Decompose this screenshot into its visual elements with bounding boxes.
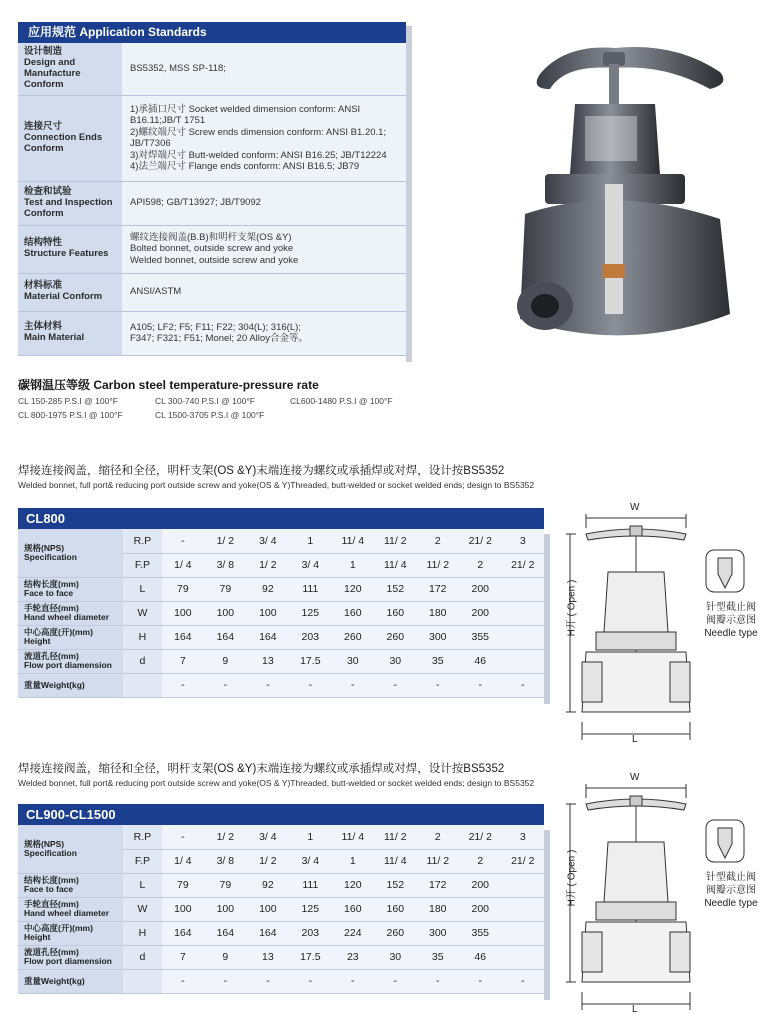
table-cell: - xyxy=(459,673,501,697)
table-cell: 2 xyxy=(417,529,459,553)
standards-value: 螺纹连接阀盖(B.B)和明杆支架(OS &Y) Bolted bonnet, outside screw and yoke Welded bonnet, outside screw and yoke xyxy=(122,225,406,273)
table-row xyxy=(18,649,544,673)
fp-label: F.P xyxy=(123,849,161,873)
table-cell: 21/ 2 xyxy=(459,529,501,553)
standards-label xyxy=(18,273,122,311)
table-cell: 200 xyxy=(459,601,501,625)
table-cell: 120 xyxy=(332,873,374,897)
row-label-cn: 手轮直径(mm) xyxy=(24,899,79,910)
dimension-table xyxy=(18,529,544,698)
table-cell: 172 xyxy=(417,873,459,897)
length-label: L xyxy=(632,1004,638,1014)
table-cell xyxy=(502,945,545,969)
spec-label xyxy=(18,529,123,577)
table-row xyxy=(18,601,544,625)
row-symbol: L xyxy=(123,577,161,601)
fp-label: F.P xyxy=(123,553,161,577)
pressure-item: CL 300-740 P.S.I @ 100°F xyxy=(155,396,255,406)
valve-drawing xyxy=(556,502,766,752)
row-label-cn: 结构长度(mm) xyxy=(24,579,79,590)
intro-en: Welded bonnet, full port& reducing port outside screw and yoke(OS & Y)Threaded, butt-welded or socket welded ends; design to BS5352 xyxy=(18,778,535,788)
row-label-cn: 中心高度(开)(mm) xyxy=(24,923,93,934)
row-symbol xyxy=(123,673,161,697)
panel-shadow xyxy=(406,26,412,362)
table-cell: 260 xyxy=(374,921,416,945)
table-cell: - xyxy=(204,969,246,993)
width-label: W xyxy=(630,502,640,513)
table-cell: - xyxy=(417,969,459,993)
table-cell xyxy=(502,921,545,945)
table-cell: 30 xyxy=(374,649,416,673)
table-cell: 100 xyxy=(162,601,204,625)
cl800-table-block xyxy=(18,508,544,698)
table-cell: 3 xyxy=(502,529,545,553)
cl900-1500-table-block xyxy=(18,804,544,994)
table-cell: 100 xyxy=(247,601,289,625)
table-cell: 11/ 4 xyxy=(374,553,416,577)
table-cell: 46 xyxy=(459,945,501,969)
table-cell: - xyxy=(417,673,459,697)
row-label-en: Height xyxy=(24,932,51,942)
standards-label-en: Connection Ends Conform xyxy=(24,131,103,154)
rp-label: R.P xyxy=(123,529,161,553)
table-cell: - xyxy=(289,673,331,697)
standards-label xyxy=(18,43,122,95)
row-label-cn: 手轮直径(mm) xyxy=(24,603,79,614)
table-cell: 200 xyxy=(459,577,501,601)
table-cell: 200 xyxy=(459,873,501,897)
table-cell: 79 xyxy=(162,873,204,897)
table-cell: 355 xyxy=(459,625,501,649)
table-row xyxy=(18,529,544,553)
table-cell xyxy=(502,625,545,649)
table-cell: 164 xyxy=(247,625,289,649)
standards-label-en: Design and Manufacture Conform xyxy=(24,56,81,90)
valve-drawing xyxy=(556,772,766,1014)
table-cell: 100 xyxy=(247,897,289,921)
caption-cn-2: 阀瓣示意图 xyxy=(706,885,756,896)
pressure-item: CL600-1480 P.S.I @ 100°F xyxy=(290,396,393,406)
table-cell: 164 xyxy=(204,625,246,649)
standards-label xyxy=(18,95,122,181)
table-cell: - xyxy=(502,969,545,993)
table-cell: 3/ 4 xyxy=(247,825,289,849)
table-cell xyxy=(502,873,545,897)
table-cell: 125 xyxy=(289,897,331,921)
table-cell: - xyxy=(374,969,416,993)
table-cell xyxy=(502,649,545,673)
spec-label xyxy=(18,825,123,873)
standards-value: API598; GB/T13927; JB/T9092 xyxy=(122,181,406,225)
table-cell: 11/ 2 xyxy=(374,825,416,849)
table-cell: 355 xyxy=(459,921,501,945)
table-cell: 35 xyxy=(417,649,459,673)
caption-cn-1: 针型截止阀 xyxy=(706,602,756,613)
standards-label-cn: 结构特性 xyxy=(24,237,63,249)
intro-en: Welded bonnet, full port& reducing port outside screw and yoke(OS & Y)Threaded, butt-welded or socket welded ends; design to BS5352 xyxy=(18,480,535,490)
row-label-en: Flow port diamension xyxy=(24,660,112,670)
table-cell: - xyxy=(162,969,204,993)
table-cell: - xyxy=(289,969,331,993)
table-cell: 180 xyxy=(417,601,459,625)
table-cell: 164 xyxy=(247,921,289,945)
height-label: H开 ( Open ) xyxy=(566,579,578,637)
row-label xyxy=(18,649,123,673)
table-cell: 260 xyxy=(332,625,374,649)
table-cell: 46 xyxy=(459,649,501,673)
row-symbol: L xyxy=(123,873,161,897)
spec-label-en: Specification xyxy=(24,551,77,562)
standards-value: A105; LF2; F5; F11; F22; 304(L); 316(L); F347; F321; F51; Monel; 20 Alloy合金等。 xyxy=(122,311,406,355)
table-cell: 1/ 2 xyxy=(204,825,246,849)
row-symbol: d xyxy=(123,945,161,969)
spec-label-en: Specification xyxy=(24,847,77,858)
row-label-cn: 中心高度(开)(mm) xyxy=(24,627,93,638)
table-cell xyxy=(502,601,545,625)
table-cell: 21/ 2 xyxy=(459,825,501,849)
table-cell: 160 xyxy=(374,897,416,921)
table-cell: 1/ 4 xyxy=(162,553,204,577)
table-cell: 17.5 xyxy=(289,945,331,969)
table-shadow xyxy=(544,830,550,1000)
table-cell: 1/ 4 xyxy=(162,849,204,873)
spec-label-cn: 规格(NPS) xyxy=(24,838,65,849)
table-cell: 160 xyxy=(332,601,374,625)
standards-label-cn: 主体材料 xyxy=(24,321,63,333)
rp-label: R.P xyxy=(123,825,161,849)
table-cell: 1 xyxy=(332,553,374,577)
table-cell: - xyxy=(459,969,501,993)
table-row xyxy=(18,921,544,945)
row-label-en: Height xyxy=(24,636,51,646)
row-label xyxy=(18,897,123,921)
row-label-en: Hand wheel diameter xyxy=(24,612,110,622)
row-label-cn: 结构长度(mm) xyxy=(24,875,79,886)
table-cell: 203 xyxy=(289,921,331,945)
table-cell: - xyxy=(204,673,246,697)
table-cell: - xyxy=(332,969,374,993)
table-title: CL800 xyxy=(18,508,544,529)
table-cell: 300 xyxy=(417,921,459,945)
row-symbol xyxy=(123,969,161,993)
pressure-item: CL 800-1975 P.S.I @ 100°F xyxy=(18,410,123,420)
table-cell: 21/ 2 xyxy=(502,553,545,577)
section-intro xyxy=(18,462,548,491)
table-cell: - xyxy=(162,673,204,697)
pressure-item: CL 150-285 P.S.I @ 100°F xyxy=(18,396,118,406)
standards-label-cn: 连接尺寸 xyxy=(24,120,63,132)
table-cell: 125 xyxy=(289,601,331,625)
table-cell: 11/ 2 xyxy=(417,849,459,873)
table-cell: 7 xyxy=(162,649,204,673)
standards-table xyxy=(18,43,406,356)
row-label xyxy=(18,577,123,601)
standards-row xyxy=(18,311,406,355)
table-cell: 164 xyxy=(162,921,204,945)
table-cell: 2 xyxy=(459,849,501,873)
row-label xyxy=(18,921,123,945)
standards-row xyxy=(18,95,406,181)
table-cell: 11/ 2 xyxy=(417,553,459,577)
pressure-title: 碳钢温压等级 Carbon steel temperature-pressure rate xyxy=(18,378,319,392)
row-symbol: W xyxy=(123,601,161,625)
table-cell: 200 xyxy=(459,897,501,921)
table-cell: 260 xyxy=(374,625,416,649)
row-label-cn: 重量Weight(kg) xyxy=(24,679,85,690)
row-label-en: Flow port diamension xyxy=(24,956,112,966)
standards-row xyxy=(18,181,406,225)
table-cell: 111 xyxy=(289,577,331,601)
table-cell xyxy=(502,897,545,921)
section-intro xyxy=(18,760,548,789)
standards-value: BS5352, MSS SP-118; xyxy=(122,43,406,95)
row-symbol: d xyxy=(123,649,161,673)
standards-value: ANSI/ASTM xyxy=(122,273,406,311)
table-cell: 11/ 4 xyxy=(332,825,374,849)
table-row xyxy=(18,673,544,697)
standards-title: 应用规范 Application Standards xyxy=(18,22,406,43)
width-label: W xyxy=(630,772,640,783)
table-cell: 100 xyxy=(204,897,246,921)
table-row xyxy=(18,873,544,897)
table-row xyxy=(18,577,544,601)
standards-label-cn: 材料标准 xyxy=(24,280,63,292)
table-row xyxy=(18,625,544,649)
application-standards-panel xyxy=(18,22,406,356)
table-cell: 3/ 4 xyxy=(289,849,331,873)
row-symbol: H xyxy=(123,625,161,649)
caption-cn-1: 针型截止阀 xyxy=(706,872,756,883)
row-label xyxy=(18,625,123,649)
row-symbol: H xyxy=(123,921,161,945)
caption-en: Needle type xyxy=(704,628,758,639)
table-cell: 1 xyxy=(332,849,374,873)
standards-label-en: Material Conform xyxy=(24,291,103,303)
standards-row xyxy=(18,225,406,273)
table-cell: - xyxy=(162,529,204,553)
table-cell: 164 xyxy=(204,921,246,945)
table-cell: - xyxy=(374,673,416,697)
table-shadow xyxy=(544,534,550,704)
row-label xyxy=(18,969,123,993)
table-cell: 21/ 2 xyxy=(502,849,545,873)
table-cell: 3/ 8 xyxy=(204,553,246,577)
table-cell: - xyxy=(332,673,374,697)
row-label xyxy=(18,945,123,969)
table-cell: 2 xyxy=(459,553,501,577)
table-cell: 1 xyxy=(289,825,331,849)
table-cell: 3/ 4 xyxy=(247,529,289,553)
table-cell: 11/ 4 xyxy=(374,849,416,873)
table-cell xyxy=(502,577,545,601)
table-cell: 79 xyxy=(204,577,246,601)
table-cell: - xyxy=(162,825,204,849)
intro-cn: 焊接连接阀盖，缩径和全径，明杆支架(OS &Y)末端连接为螺纹或承插焊或对焊，设计按BS5352 xyxy=(18,465,505,477)
row-label-en: Face to face xyxy=(24,884,74,894)
table-cell: - xyxy=(247,673,289,697)
table-cell: 3/ 4 xyxy=(289,553,331,577)
table-cell: 180 xyxy=(417,897,459,921)
standards-label xyxy=(18,311,122,355)
table-cell: 13 xyxy=(247,945,289,969)
table-row xyxy=(18,825,544,849)
table-cell: 111 xyxy=(289,873,331,897)
height-label: H开 ( Open ) xyxy=(566,849,578,907)
table-cell: 92 xyxy=(247,577,289,601)
table-cell: - xyxy=(502,673,545,697)
standards-label-cn: 设计制造 xyxy=(24,46,63,57)
standards-label-en: Main Material xyxy=(24,332,85,344)
caption-cn-2: 阀瓣示意图 xyxy=(706,615,756,626)
table-cell: 79 xyxy=(204,873,246,897)
table-cell: 1/ 2 xyxy=(247,553,289,577)
table-cell: 79 xyxy=(162,577,204,601)
table-cell: 23 xyxy=(332,945,374,969)
table-cell: 7 xyxy=(162,945,204,969)
table-cell: 3/ 8 xyxy=(204,849,246,873)
table-cell: 9 xyxy=(204,945,246,969)
table-cell: 35 xyxy=(417,945,459,969)
table-cell: 11/ 2 xyxy=(374,529,416,553)
length-label: L xyxy=(632,734,638,745)
standards-label xyxy=(18,225,122,273)
standards-label-cn: 检查和试验 xyxy=(24,185,72,197)
row-symbol: W xyxy=(123,897,161,921)
table-cell: - xyxy=(247,969,289,993)
intro-cn: 焊接连接阀盖，缩径和全径，明杆支架(OS &Y)末端连接为螺纹或承插焊或对焊，设计按BS5352 xyxy=(18,763,505,775)
row-label-cn: 重量Weight(kg) xyxy=(24,975,85,986)
table-cell: 11/ 4 xyxy=(332,529,374,553)
table-row xyxy=(18,897,544,921)
table-cell: 152 xyxy=(374,577,416,601)
row-label-cn: 流道孔径(mm) xyxy=(24,947,79,958)
pressure-item: CL 1500-3705 P.S.I @ 100°F xyxy=(155,410,265,420)
table-cell: 203 xyxy=(289,625,331,649)
standards-row xyxy=(18,273,406,311)
table-cell: 92 xyxy=(247,873,289,897)
table-row xyxy=(18,945,544,969)
table-cell: 172 xyxy=(417,577,459,601)
table-cell: 164 xyxy=(162,625,204,649)
standards-label xyxy=(18,181,122,225)
valve-photo xyxy=(505,34,755,364)
table-cell: 120 xyxy=(332,577,374,601)
spec-label-cn: 规格(NPS) xyxy=(24,542,65,553)
row-label xyxy=(18,873,123,897)
row-label-en: Hand wheel diameter xyxy=(24,908,110,918)
row-label-en: Face to face xyxy=(24,588,74,598)
table-cell: 160 xyxy=(374,601,416,625)
table-title: CL900-CL1500 xyxy=(18,804,544,825)
caption-en: Needle type xyxy=(704,898,758,909)
table-cell: 1/ 2 xyxy=(247,849,289,873)
table-cell: 30 xyxy=(374,945,416,969)
dimension-table xyxy=(18,825,544,994)
table-cell: 1 xyxy=(289,529,331,553)
table-row xyxy=(18,969,544,993)
table-cell: 160 xyxy=(332,897,374,921)
table-cell: 152 xyxy=(374,873,416,897)
table-cell: 9 xyxy=(204,649,246,673)
table-cell: 30 xyxy=(332,649,374,673)
row-label xyxy=(18,601,123,625)
row-label xyxy=(18,673,123,697)
table-cell: 17.5 xyxy=(289,649,331,673)
standards-label-en: Structure Features xyxy=(24,248,109,260)
table-cell: 1/ 2 xyxy=(204,529,246,553)
table-cell: 100 xyxy=(204,601,246,625)
table-cell: 13 xyxy=(247,649,289,673)
table-cell: 300 xyxy=(417,625,459,649)
table-cell: 2 xyxy=(417,825,459,849)
table-cell: 224 xyxy=(332,921,374,945)
standards-value: 1)承插口尺寸 Socket welded dimension conform: ANSI B16.11;JB/T 1751 2)螺纹端尺寸 Screw ends dimension conform: ANSI B1.20.1; JB/T7306 3)对焊端尺寸 Butt-welded conform: ANSI B16.25; JB/T12224 4)法兰端尺寸 Flange ends conform: ANSI B16.5; JB79 xyxy=(122,95,406,181)
table-cell: 3 xyxy=(502,825,545,849)
table-cell: 100 xyxy=(162,897,204,921)
standards-row xyxy=(18,43,406,95)
row-label-cn: 流道孔径(mm) xyxy=(24,651,79,662)
standards-label-en: Test and Inspection Conform xyxy=(24,196,113,219)
